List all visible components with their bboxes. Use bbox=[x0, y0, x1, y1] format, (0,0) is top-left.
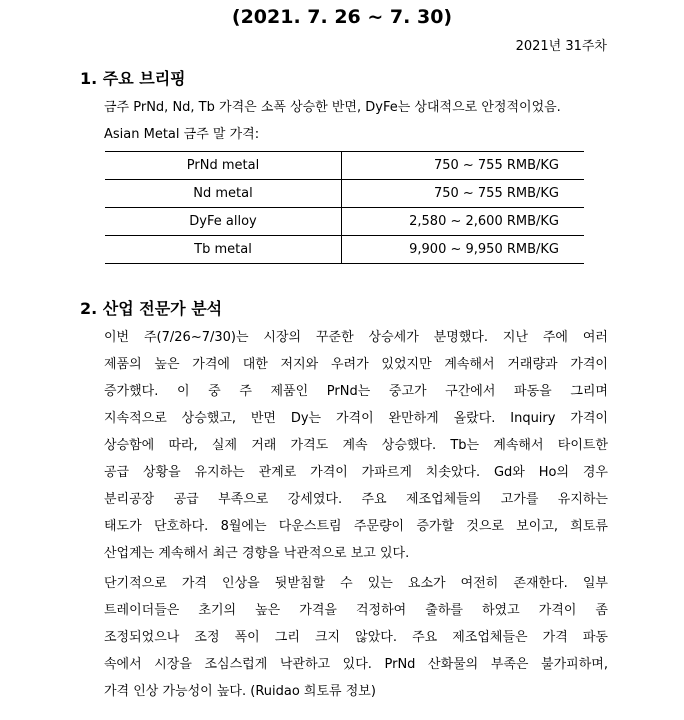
price-item-value: 750 ~ 755 RMB/KG bbox=[342, 180, 585, 208]
price-item-value: 750 ~ 755 RMB/KG bbox=[342, 152, 585, 180]
section-heading-briefing: 1. 주요 브리핑 bbox=[80, 69, 186, 88]
price-item-name: DyFe alloy bbox=[105, 208, 342, 236]
briefing-summary: 금주 PrNd, Nd, Tb 가격은 소폭 상승한 반면, DyFe는 상대적으로 안정적이었음. bbox=[104, 100, 561, 115]
price-item-name: Tb metal bbox=[105, 236, 342, 264]
price-table-caption: Asian Metal 금주 말 가격: bbox=[104, 127, 260, 142]
analysis-line: 분리공장 공급 부족으로 강세였다. 주요 제조업체들의 고가를 유지하는 bbox=[104, 492, 608, 507]
table-row bbox=[105, 180, 584, 208]
analysis-line: 공급 상황을 유지하는 관계로 가격이 가파르게 치솟았다. Gd와 Ho의 경우 bbox=[104, 465, 608, 480]
price-item-value: 2,580 ~ 2,600 RMB/KG bbox=[342, 208, 585, 236]
analysis-line: 트레이더들은 초기의 높은 가격을 걱정하여 출하를 하였고 가격이 좀 bbox=[104, 603, 608, 618]
report-week-label: 2021년 31주차 bbox=[515, 39, 607, 54]
report-period-title: (2021. 7. 26 ~ 7. 30) bbox=[231, 6, 453, 28]
price-item-name: PrNd metal bbox=[105, 152, 342, 180]
analysis-line: 이번 주(7/26~7/30)는 시장의 꾸준한 상승세가 분명했다. 지난 주에 여러 bbox=[104, 330, 608, 345]
table-row bbox=[105, 152, 584, 180]
analysis-line: 상승함에 따라, 실제 거래 가격도 계속 상승했다. Tb는 계속해서 타이트한 bbox=[104, 438, 608, 453]
analysis-line: 단기적으로 가격 인상을 뒷받침할 수 있는 요소가 여전히 존재한다. 일부 bbox=[104, 576, 608, 591]
analysis-line: 가격 인상 가능성이 높다. (Ruidao 희토류 정보) bbox=[104, 684, 376, 699]
analysis-line: 태도가 단호하다. 8월에는 다운스트림 주문량이 증가할 것으로 보이고, 희토류 bbox=[104, 519, 608, 534]
analysis-line: 증가했다. 이 중 주 제품인 PrNd는 중고가 구간에서 파동을 그리며 bbox=[104, 384, 608, 399]
table-row bbox=[105, 236, 584, 264]
price-item-value: 9,900 ~ 9,950 RMB/KG bbox=[342, 236, 585, 264]
analysis-line: 제품의 높은 가격에 대한 저지와 우려가 있었지만 계속해서 거래량과 가격이 bbox=[104, 357, 608, 372]
price-item-name: Nd metal bbox=[105, 180, 342, 208]
analysis-line: 조정되었으나 조정 폭이 그리 크지 않았다. 주요 제조업체들은 가격 파동 bbox=[104, 630, 608, 645]
section-heading-analysis: 2. 산업 전문가 분석 bbox=[80, 299, 223, 318]
price-table bbox=[105, 151, 584, 264]
analysis-line: 산업계는 계속해서 최근 경향을 낙관적으로 보고 있다. bbox=[104, 546, 410, 561]
table-row bbox=[105, 208, 584, 236]
analysis-line: 지속적으로 상승했고, 반면 Dy는 가격이 완만하게 올랐다. Inquiry 가격이 bbox=[104, 411, 608, 426]
analysis-line: 속에서 시장을 조심스럽게 낙관하고 있다. PrNd 산화물의 부족은 불가피하며, bbox=[104, 657, 608, 672]
